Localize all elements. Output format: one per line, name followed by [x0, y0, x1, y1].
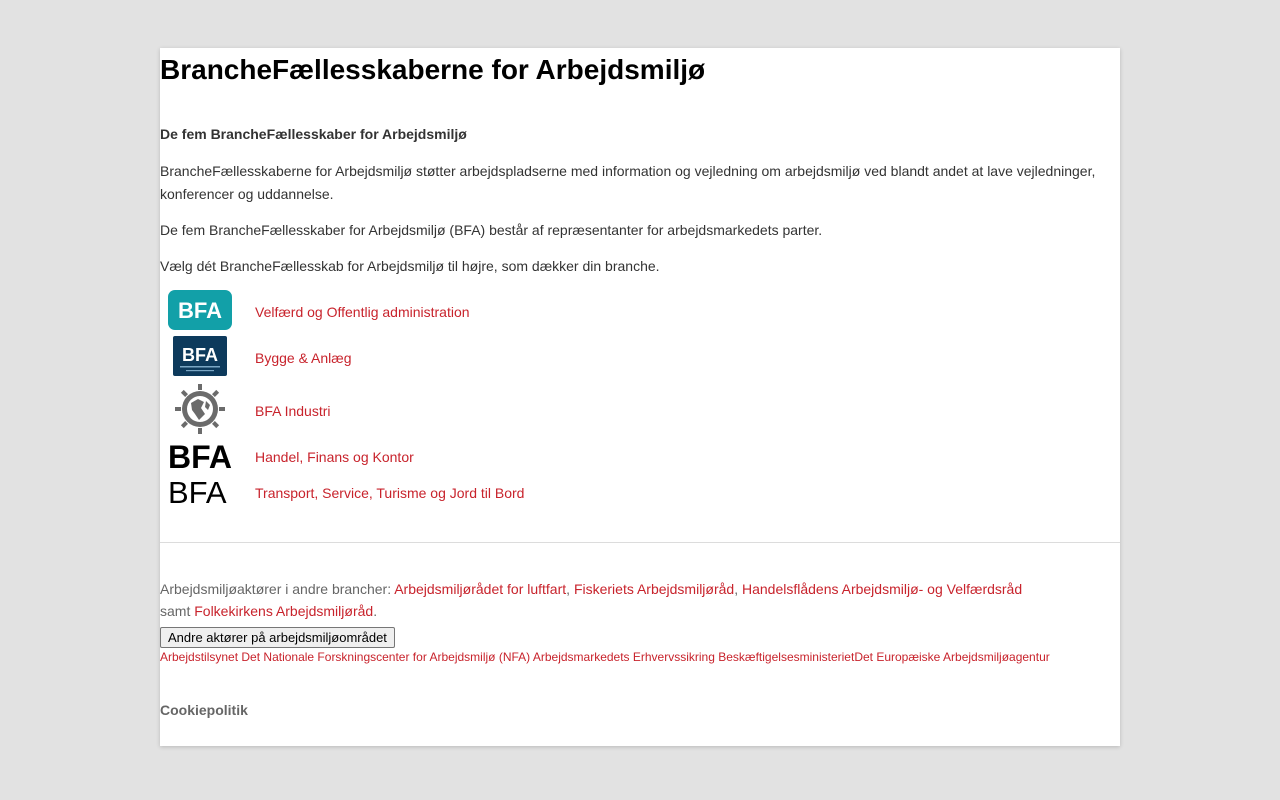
link-fiskeri[interactable]: Fiskeriets Arbejdsmiljøråd	[573, 581, 735, 597]
bfa-row-bygge	[160, 336, 760, 376]
svg-text:BFA: BFA	[178, 298, 222, 323]
bfa-row-handel	[160, 440, 760, 470]
link-arbejdstilsynet[interactable]: Arbejdstilsynet	[160, 650, 239, 664]
subheading: De fem BrancheFællesskaber for Arbejdsmiljø	[160, 126, 467, 142]
footer-links	[160, 650, 1050, 664]
main-card	[160, 48, 1120, 746]
link-velfaerd[interactable]: Velfærd og Offentlig administration	[255, 304, 470, 320]
link-nfa[interactable]: Det Nationale Forskningscenter for Arbejdsmiljø (NFA)	[241, 650, 531, 664]
divider	[160, 542, 1120, 543]
members-paragraph: De fem BrancheFællesskaber for Arbejdsmiljø (BFA) består af repræsentanter for arbejdsmarkedets parter.	[160, 222, 823, 238]
link-handel[interactable]: Handel, Finans og Kontor	[255, 449, 414, 465]
cookie-policy-link[interactable]: Cookiepolitik	[160, 702, 248, 718]
link-luftfart[interactable]: Arbejdsmiljørådet for luftfart	[394, 581, 567, 597]
choose-paragraph: Vælg dét BrancheFællesskab for Arbejdsmiljø til højre, som dækker din branche.	[160, 258, 660, 274]
bfa-transport-logo-icon	[168, 476, 234, 506]
page-title: BrancheFællesskaberne for Arbejdsmiljø	[160, 54, 706, 85]
link-bygge[interactable]: Bygge & Anlæg	[255, 350, 352, 366]
industri-gear-globe-icon	[174, 383, 226, 435]
link-handelsflaaden[interactable]: Handelsflådens Arbejdsmiljø- og Velfærdsråd	[741, 581, 1023, 597]
other-actors-prefix: Arbejdsmiljøaktører i andre brancher:	[160, 581, 395, 597]
link-aes[interactable]: Arbejdsmarkedets Erhvervssikring	[532, 650, 715, 664]
link-eu-osha[interactable]: Det Europæiske Arbejdsmiljøagentur	[854, 650, 1050, 664]
svg-text:BFA: BFA	[168, 440, 232, 470]
bfa-row-transport	[160, 476, 760, 506]
link-industri[interactable]: BFA Industri	[255, 403, 331, 419]
bfa-row-industri	[160, 383, 760, 435]
link-transport[interactable]: Transport, Service, Turisme og Jord til Bord	[255, 485, 525, 501]
bfa-bygge-logo-icon	[173, 336, 227, 376]
svg-text:BFA: BFA	[182, 345, 218, 365]
intro-paragraph: BrancheFællesskaberne for Arbejdsmiljø støtter arbejdspladserne med information og vejledning om arbejdsmiljø ved blandt andet at lave vejledninger, konferencer og uddannelse.	[160, 163, 1096, 202]
other-actors-text: Arbejdsmiljøaktører i andre brancher: Arbejdsmiljørådet for luftfart, Fiskeriets Arbejdsmiljøråd, Handelsflådens Arbejdsmiljø- og Velfærdsråd samt Folkekirkens Arbejdsmiljøråd.	[160, 581, 1023, 619]
bfa-handel-logo-icon	[168, 440, 234, 470]
link-folkekirken[interactable]: Folkekirkens Arbejdsmiljøråd	[194, 603, 374, 619]
bfa-velfaerd-logo-icon	[168, 290, 232, 330]
svg-text:BFA: BFA	[168, 476, 227, 506]
bfa-row-velfaerd	[160, 290, 760, 330]
other-actors-button[interactable]: Andre aktører på arbejdsmiljøområdet	[160, 627, 395, 648]
link-bm[interactable]: Beskæftigelsesministeriet	[718, 650, 855, 664]
